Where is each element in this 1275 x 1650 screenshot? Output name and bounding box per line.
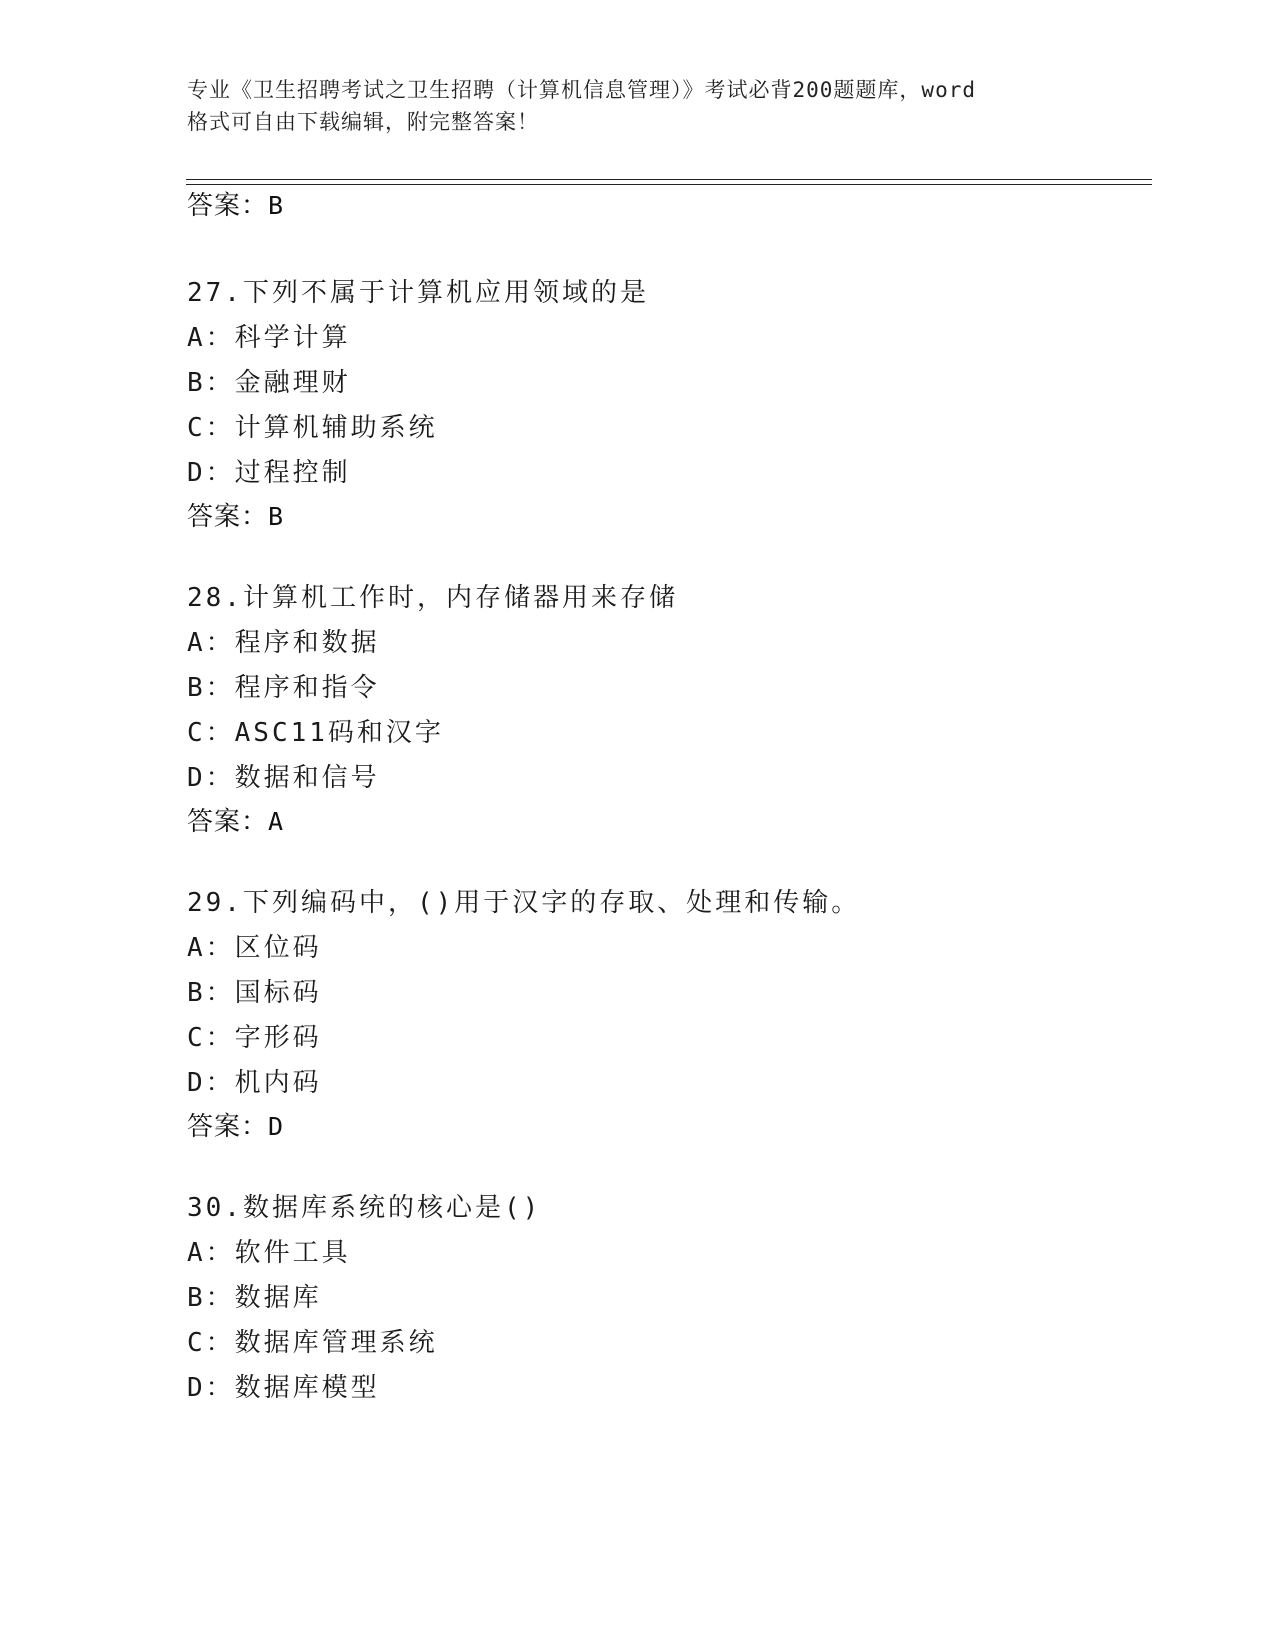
- question-stem: 30.数据库系统的核心是(): [187, 1193, 542, 1223]
- option-key: C：: [187, 718, 235, 748]
- option-key: B：: [187, 1283, 235, 1313]
- option-key: D：: [187, 458, 235, 488]
- option-key: C：: [187, 413, 235, 443]
- option-a: [187, 321, 1147, 355]
- option-key: C：: [187, 1023, 235, 1053]
- question-stem: 27.下列不属于计算机应用领域的是: [187, 278, 649, 308]
- option-key: B：: [187, 673, 235, 703]
- answer-label: 答案：: [187, 1112, 269, 1142]
- option-c: [187, 1326, 1147, 1360]
- option-a: [187, 931, 1147, 965]
- option-b: [187, 976, 1147, 1010]
- option-c: [187, 411, 1147, 445]
- option-a: [187, 1236, 1147, 1270]
- option-key: A：: [187, 933, 235, 963]
- option-text: 过程控制: [234, 458, 351, 488]
- option-d: [187, 1066, 1147, 1100]
- option-text: 区位码: [234, 933, 322, 963]
- question-27: [187, 276, 1147, 534]
- question-stem: 28.计算机工作时，内存储器用来存储: [187, 583, 678, 613]
- option-key: A：: [187, 1238, 235, 1268]
- option-text: 机内码: [234, 1068, 322, 1098]
- answer-label: 答案：: [187, 807, 269, 837]
- header-line-2: 格式可自由下载编辑，附完整答案！: [187, 110, 539, 134]
- option-text: 数据库模型: [234, 1373, 380, 1403]
- option-d: [187, 761, 1147, 795]
- option-key: A：: [187, 323, 235, 353]
- option-c: [187, 1021, 1147, 1055]
- option-key: B：: [187, 368, 235, 398]
- answer-label: 答案：: [187, 191, 269, 221]
- option-text: 数据和信号: [234, 763, 380, 793]
- question-28: [187, 581, 1147, 839]
- option-text: 科学计算: [234, 323, 351, 353]
- header-line-1: 专业《卫生招聘考试之卫生招聘（计算机信息管理）》考试必背200题题库，word: [187, 78, 976, 102]
- question-29: [187, 886, 1147, 1144]
- option-c: [187, 716, 1147, 750]
- option-d: [187, 456, 1147, 490]
- answer-label: 答案：: [187, 502, 269, 532]
- option-key: A：: [187, 628, 235, 658]
- answer-value: B: [268, 191, 285, 220]
- document-header: [187, 74, 1087, 138]
- option-text: 数据库管理系统: [234, 1328, 438, 1358]
- option-text: 字形码: [234, 1023, 322, 1053]
- option-d: [187, 1371, 1147, 1405]
- question-stem: 29.下列编码中，()用于汉字的存取、处理和传输。: [187, 888, 861, 918]
- option-b: [187, 1281, 1147, 1315]
- option-key: C：: [187, 1328, 235, 1358]
- option-text: ASC11码和汉字: [234, 718, 444, 748]
- option-text: 程序和数据: [234, 628, 380, 658]
- option-text: 数据库: [234, 1283, 322, 1313]
- option-a: [187, 626, 1147, 660]
- option-key: B：: [187, 978, 235, 1008]
- header-divider-bottom: [186, 184, 1152, 185]
- option-text: 国标码: [234, 978, 322, 1008]
- option-text: 软件工具: [234, 1238, 351, 1268]
- header-divider-top: [186, 179, 1152, 180]
- option-text: 计算机辅助系统: [234, 413, 438, 443]
- answer-value: A: [268, 807, 285, 836]
- answer-value: D: [268, 1112, 285, 1141]
- option-b: [187, 366, 1147, 400]
- previous-answer: [187, 189, 284, 223]
- question-answer: [187, 500, 1147, 534]
- answer-value: B: [268, 502, 285, 531]
- option-key: D：: [187, 1068, 235, 1098]
- option-b: [187, 671, 1147, 705]
- question-30: [187, 1191, 1147, 1405]
- question-answer: [187, 805, 1147, 839]
- question-answer: [187, 1110, 1147, 1144]
- option-text: 程序和指令: [234, 673, 380, 703]
- option-text: 金融理财: [234, 368, 351, 398]
- option-key: D：: [187, 763, 235, 793]
- option-key: D：: [187, 1373, 235, 1403]
